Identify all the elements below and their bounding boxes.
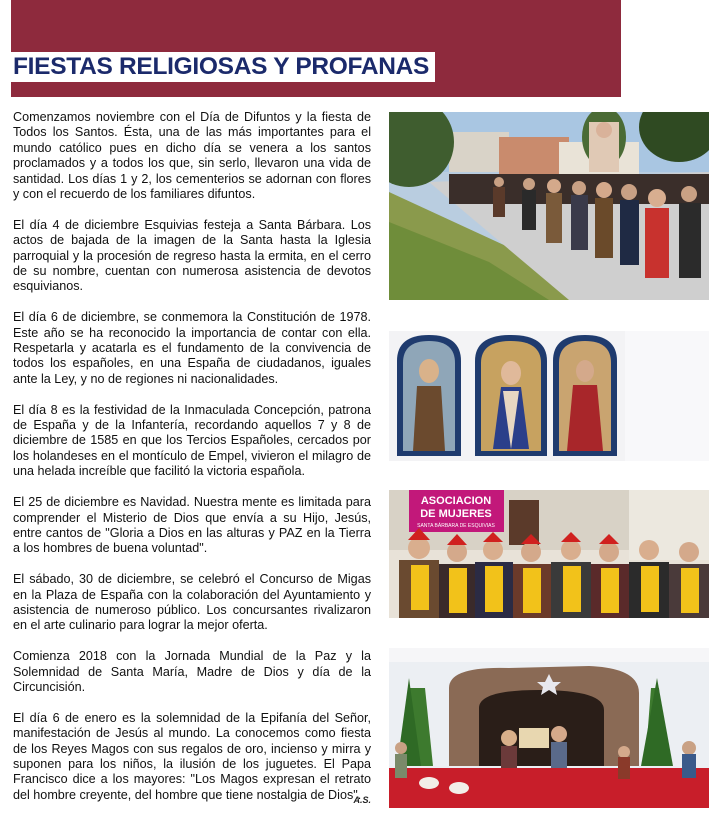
- paragraph-inmaculada: El día 8 es la festividad de la Inmaculada Concepción, patrona de España y de la Infantería, recordando aquellos 7 y 8 de diciembre de 1585 en que los Tercios Españoles, cercados por los holandeses en el montículo de Empel, vivieron el milagro de una helada increíble que facilitó la victoria española.: [13, 402, 371, 479]
- paragraph-jornada-paz: Comienza 2018 con la Jornada Mundial de la Paz y la Solemnidad de Santa María, Madre de Dios y día de la Circuncisión.: [13, 649, 371, 694]
- author-signature: A.S.: [353, 795, 371, 805]
- paragraph-constitucion: El día 6 de diciembre, se conmemora la Constitución de 1978. Este año se ha reconocido la importancia de contar con ella. Respetarla y acatarla es el fundamento de la convivencia de todos los españoles, en una España de ciudadanos, iguales ante la Ley, y no de regiones ni nacionalidades.: [13, 310, 371, 386]
- paragraph-santa-barbara: El día 4 de diciembre Esquivias festeja a Santa Bárbara. Los actos de bajada de la imagen de la Santa hasta la Iglesia parroquial y la procesión de regreso hasta la ermita, en el cerro de su nombre, cuentan con numerosa asistencia de devotos esquivianos.: [13, 217, 371, 294]
- procession-photo: [389, 112, 709, 300]
- women-association-photo: [389, 490, 709, 618]
- paragraph-difuntos: Comenzamos noviembre con el Día de Difuntos y la fiesta de Todos los Santos. Ésta, una de las más importantes para el mundo católico pues en dicho día se venera a los santos proclamados y a todos los que, sin serlo, llevaron una vida de santidad. Los días 1 y 2, los cementerios se adornan con flores y con el recuerdo de los familiares difuntos.: [13, 110, 371, 202]
- article-text: [13, 110, 371, 819]
- banner-text-line1: ASOCIACION: [420, 495, 492, 507]
- banner-text-line2: DE MUJERES: [420, 508, 492, 520]
- header-banner: [11, 0, 621, 97]
- title-box: [11, 52, 435, 82]
- page-title: FIESTAS RELIGIOSAS Y PROFANAS: [13, 53, 430, 80]
- paragraph-epifania: El día 6 de enero es la solemnidad de la Epifanía del Señor, manifestación de Jesús al mundo. La conocemos como fiesta de los Reyes Magos con sus regalos de oro, incienso y mirra y suponen para los niños, la ilusión de los juguetes. El Papa Francisco dice a los mayores: "Los Magos expresan el retrato del hombre creyente, del hombre que tiene nostalgia de Dios".: [13, 710, 371, 802]
- paragraph-migas: El sábado, 30 de diciembre, se celebró el Concurso de Migas en la Plaza de España con la colaboración del Ayuntamiento y asistencia de numeroso público. Los concursantes rivalizaron en el arte culinario para lograr la mejor oferta.: [13, 572, 371, 633]
- paragraph-navidad: El 25 de diciembre es Navidad. Nuestra mente es limitada para comprender el Misterio de Dios que envía a su Hijo, Jesús, entre cantos de "Gloria a Dios en las alturas y PAZ en la Tierra a los hombres de buena voluntad".: [13, 495, 371, 556]
- nativity-scene-photo: [389, 648, 709, 808]
- banner-text-line3: SANTA BÁRBARA DE ESQUIVIAS: [417, 523, 495, 529]
- paintings-photo: [389, 331, 709, 461]
